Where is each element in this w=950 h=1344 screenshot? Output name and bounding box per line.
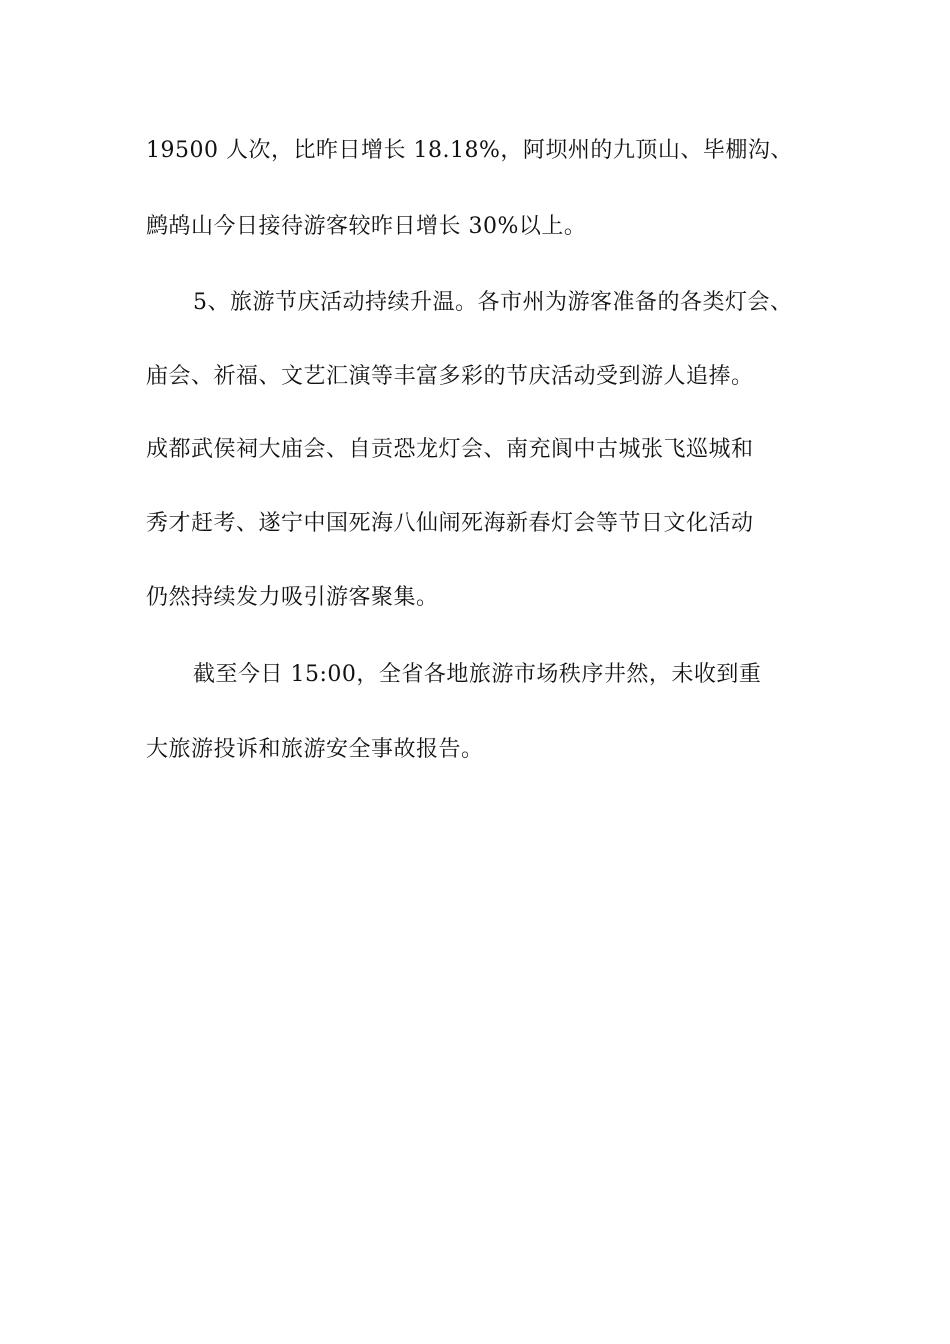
paragraph-line: 仍然持续发力吸引游客聚集。 (146, 585, 439, 610)
paragraph-line: 秀才赶考、遂宁中国死海八仙闹死海新春灯会等节日文化活动 (146, 511, 754, 536)
paragraph-line: 大旅游投诉和旅游安全事故报告。 (146, 737, 484, 762)
paragraph-line: 5、旅游节庆活动持续升温。各市州为游客准备的各类灯会、 (193, 290, 793, 315)
paragraph-line: 截至今日 15:00，全省各地旅游市场秩序井然，未收到重 (193, 662, 762, 687)
paragraph-line: 成都武侯祠大庙会、自贡恐龙灯会、南充阆中古城张飞巡城和 (146, 437, 754, 462)
paragraph-line: 鹧鸪山今日接待游客较昨日增长 30%以上。 (146, 214, 587, 239)
paragraph-line: 庙会、祈福、文艺汇演等丰富多彩的节庆活动受到游人追捧。 (146, 364, 754, 389)
paragraph-line: 19500 人次，比昨日增长 18.18%，阿坝州的九顶山、毕棚沟、 (146, 138, 793, 163)
